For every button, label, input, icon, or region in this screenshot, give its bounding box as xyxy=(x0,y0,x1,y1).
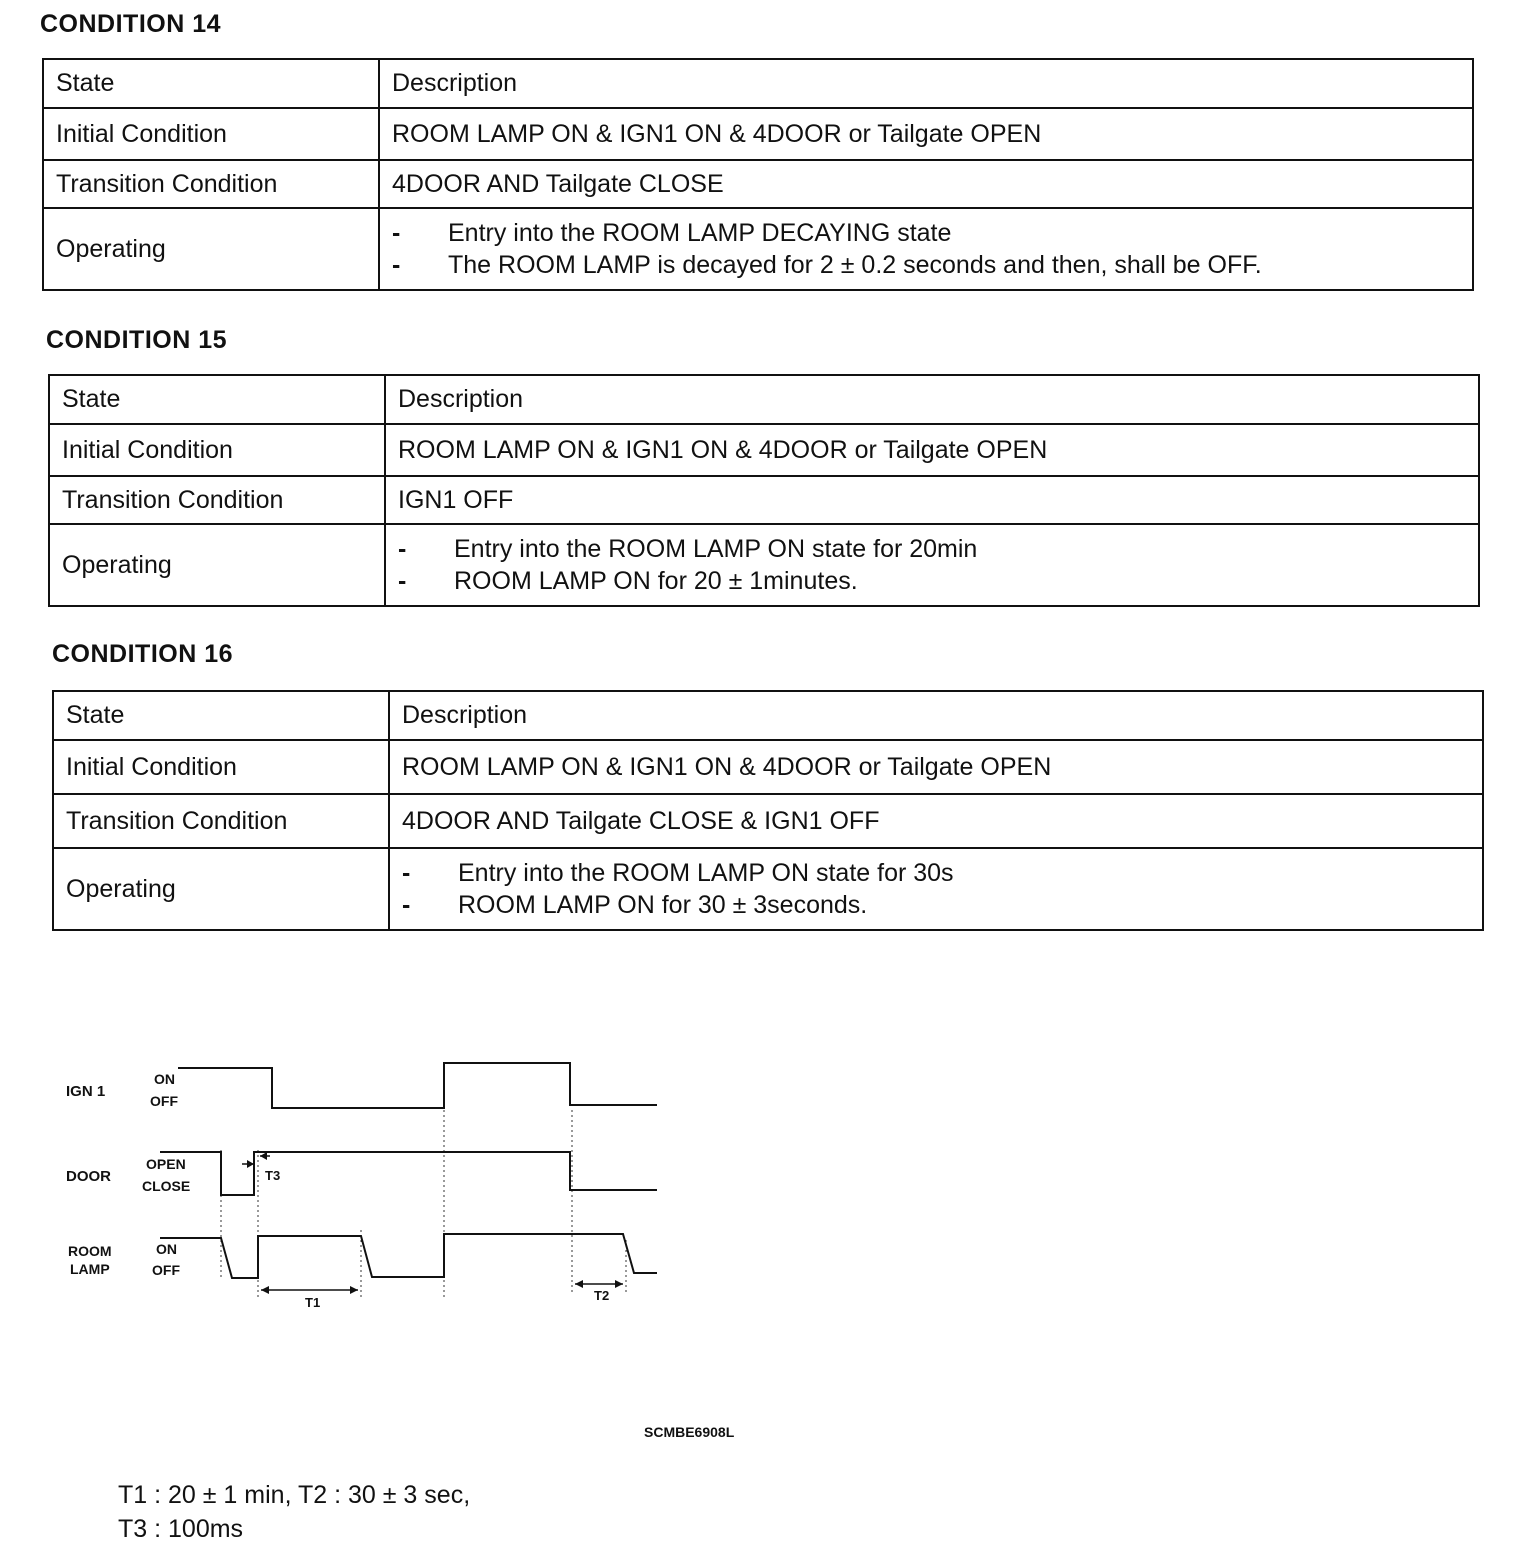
t3-marker xyxy=(242,1152,280,1183)
condition-15-table xyxy=(48,374,1480,607)
notes-line-2: T3 : 100ms xyxy=(118,1515,244,1543)
bullet-dash: - xyxy=(402,859,411,887)
bullet-dash: - xyxy=(398,535,407,563)
operating-cell xyxy=(385,524,1479,606)
description-cell: ROOM LAMP ON & IGN1 ON & 4DOOR or Tailgate OPEN xyxy=(389,740,1483,794)
lamp-on-label: ON xyxy=(156,1241,177,1257)
state-cell: Transition Condition xyxy=(49,476,385,524)
table-row xyxy=(49,424,1479,476)
table-row xyxy=(49,524,1479,606)
bullet-dash: - xyxy=(392,219,401,247)
guide-lines xyxy=(221,1110,626,1300)
condition-15-title: CONDITION 15 xyxy=(46,326,228,354)
figure-code: SCMBE6908L xyxy=(644,1424,735,1440)
table-row xyxy=(43,59,1473,108)
lamp-label-room: ROOM xyxy=(68,1243,112,1259)
table-row xyxy=(53,794,1483,848)
t3-arrowhead xyxy=(260,1152,267,1160)
t1-arrowhead xyxy=(350,1286,358,1294)
condition-16-table xyxy=(52,690,1484,931)
timing-notes xyxy=(118,1478,470,1546)
t2-marker xyxy=(575,1280,623,1303)
t2-arrowhead xyxy=(575,1280,583,1288)
header-state: State xyxy=(53,691,389,740)
notes-line-1: T1 : 20 ± 1 min, T2 : 30 ± 3 sec, xyxy=(118,1481,471,1509)
operating-item xyxy=(398,565,1466,597)
description-cell: 4DOOR AND Tailgate CLOSE xyxy=(379,160,1473,208)
condition-14-title: CONDITION 14 xyxy=(40,10,222,38)
operating-item-text: Entry into the ROOM LAMP DECAYING state xyxy=(448,219,952,247)
header-state: State xyxy=(49,375,385,424)
condition-16-title: CONDITION 16 xyxy=(52,640,234,668)
t2-arrowhead xyxy=(615,1280,623,1288)
door-open-label: OPEN xyxy=(146,1156,186,1172)
t1-arrowhead xyxy=(261,1286,269,1294)
header-description: Description xyxy=(385,375,1479,424)
lamp-waveform xyxy=(160,1234,657,1278)
t3-arrowhead xyxy=(247,1160,254,1168)
description-cell: ROOM LAMP ON & IGN1 ON & 4DOOR or Tailgate OPEN xyxy=(379,108,1473,160)
table-row xyxy=(43,208,1473,290)
ign-label: IGN 1 xyxy=(66,1083,106,1100)
door-label: DOOR xyxy=(66,1168,111,1185)
ign-on-label: ON xyxy=(154,1071,175,1087)
ign-waveform xyxy=(178,1063,657,1108)
operating-label: Operating xyxy=(49,524,385,606)
operating-cell xyxy=(379,208,1473,290)
bullet-dash: - xyxy=(398,567,407,595)
operating-item xyxy=(402,889,1470,921)
operating-label: Operating xyxy=(53,848,389,930)
operating-item-text: Entry into the ROOM LAMP ON state for 30s xyxy=(458,859,954,887)
lamp-label-lamp: LAMP xyxy=(70,1261,110,1277)
state-cell: Initial Condition xyxy=(49,424,385,476)
operating-item-text: ROOM LAMP ON for 20 ± 1minutes. xyxy=(454,567,858,595)
header-description: Description xyxy=(379,59,1473,108)
door-waveform xyxy=(160,1152,657,1195)
bullet-dash: - xyxy=(392,251,401,279)
condition-14-table xyxy=(42,58,1474,291)
table-row xyxy=(43,108,1473,160)
operating-item-text: Entry into the ROOM LAMP ON state for 20min xyxy=(454,535,978,563)
operating-item-text: ROOM LAMP ON for 30 ± 3seconds. xyxy=(458,891,868,919)
state-cell: Initial Condition xyxy=(43,108,379,160)
t1-label: T1 xyxy=(305,1295,321,1310)
operating-item-text: The ROOM LAMP is decayed for 2 ± 0.2 seconds and then, shall be OFF. xyxy=(448,251,1262,279)
ign-off-label: OFF xyxy=(150,1093,178,1109)
t3-label: T3 xyxy=(265,1168,281,1183)
door-close-label: CLOSE xyxy=(142,1178,191,1194)
description-cell: IGN1 OFF xyxy=(385,476,1479,524)
table-row xyxy=(49,375,1479,424)
operating-item xyxy=(392,249,1460,281)
t2-label: T2 xyxy=(594,1288,610,1303)
t1-marker xyxy=(261,1286,358,1310)
table-row xyxy=(53,848,1483,930)
operating-item xyxy=(392,217,1460,249)
table-row xyxy=(53,740,1483,794)
state-cell: Transition Condition xyxy=(53,794,389,848)
state-cell: Initial Condition xyxy=(53,740,389,794)
bullet-dash: - xyxy=(402,891,411,919)
timing-diagram xyxy=(60,1050,680,1320)
lamp-off-label: OFF xyxy=(152,1262,180,1278)
header-state: State xyxy=(43,59,379,108)
table-row xyxy=(43,160,1473,208)
table-row xyxy=(49,476,1479,524)
state-cell: Transition Condition xyxy=(43,160,379,208)
description-cell: ROOM LAMP ON & IGN1 ON & 4DOOR or Tailgate OPEN xyxy=(385,424,1479,476)
operating-label: Operating xyxy=(43,208,379,290)
operating-item xyxy=(402,857,1470,889)
description-cell: 4DOOR AND Tailgate CLOSE & IGN1 OFF xyxy=(389,794,1483,848)
operating-item xyxy=(398,533,1466,565)
table-row xyxy=(53,691,1483,740)
header-description: Description xyxy=(389,691,1483,740)
operating-cell xyxy=(389,848,1483,930)
